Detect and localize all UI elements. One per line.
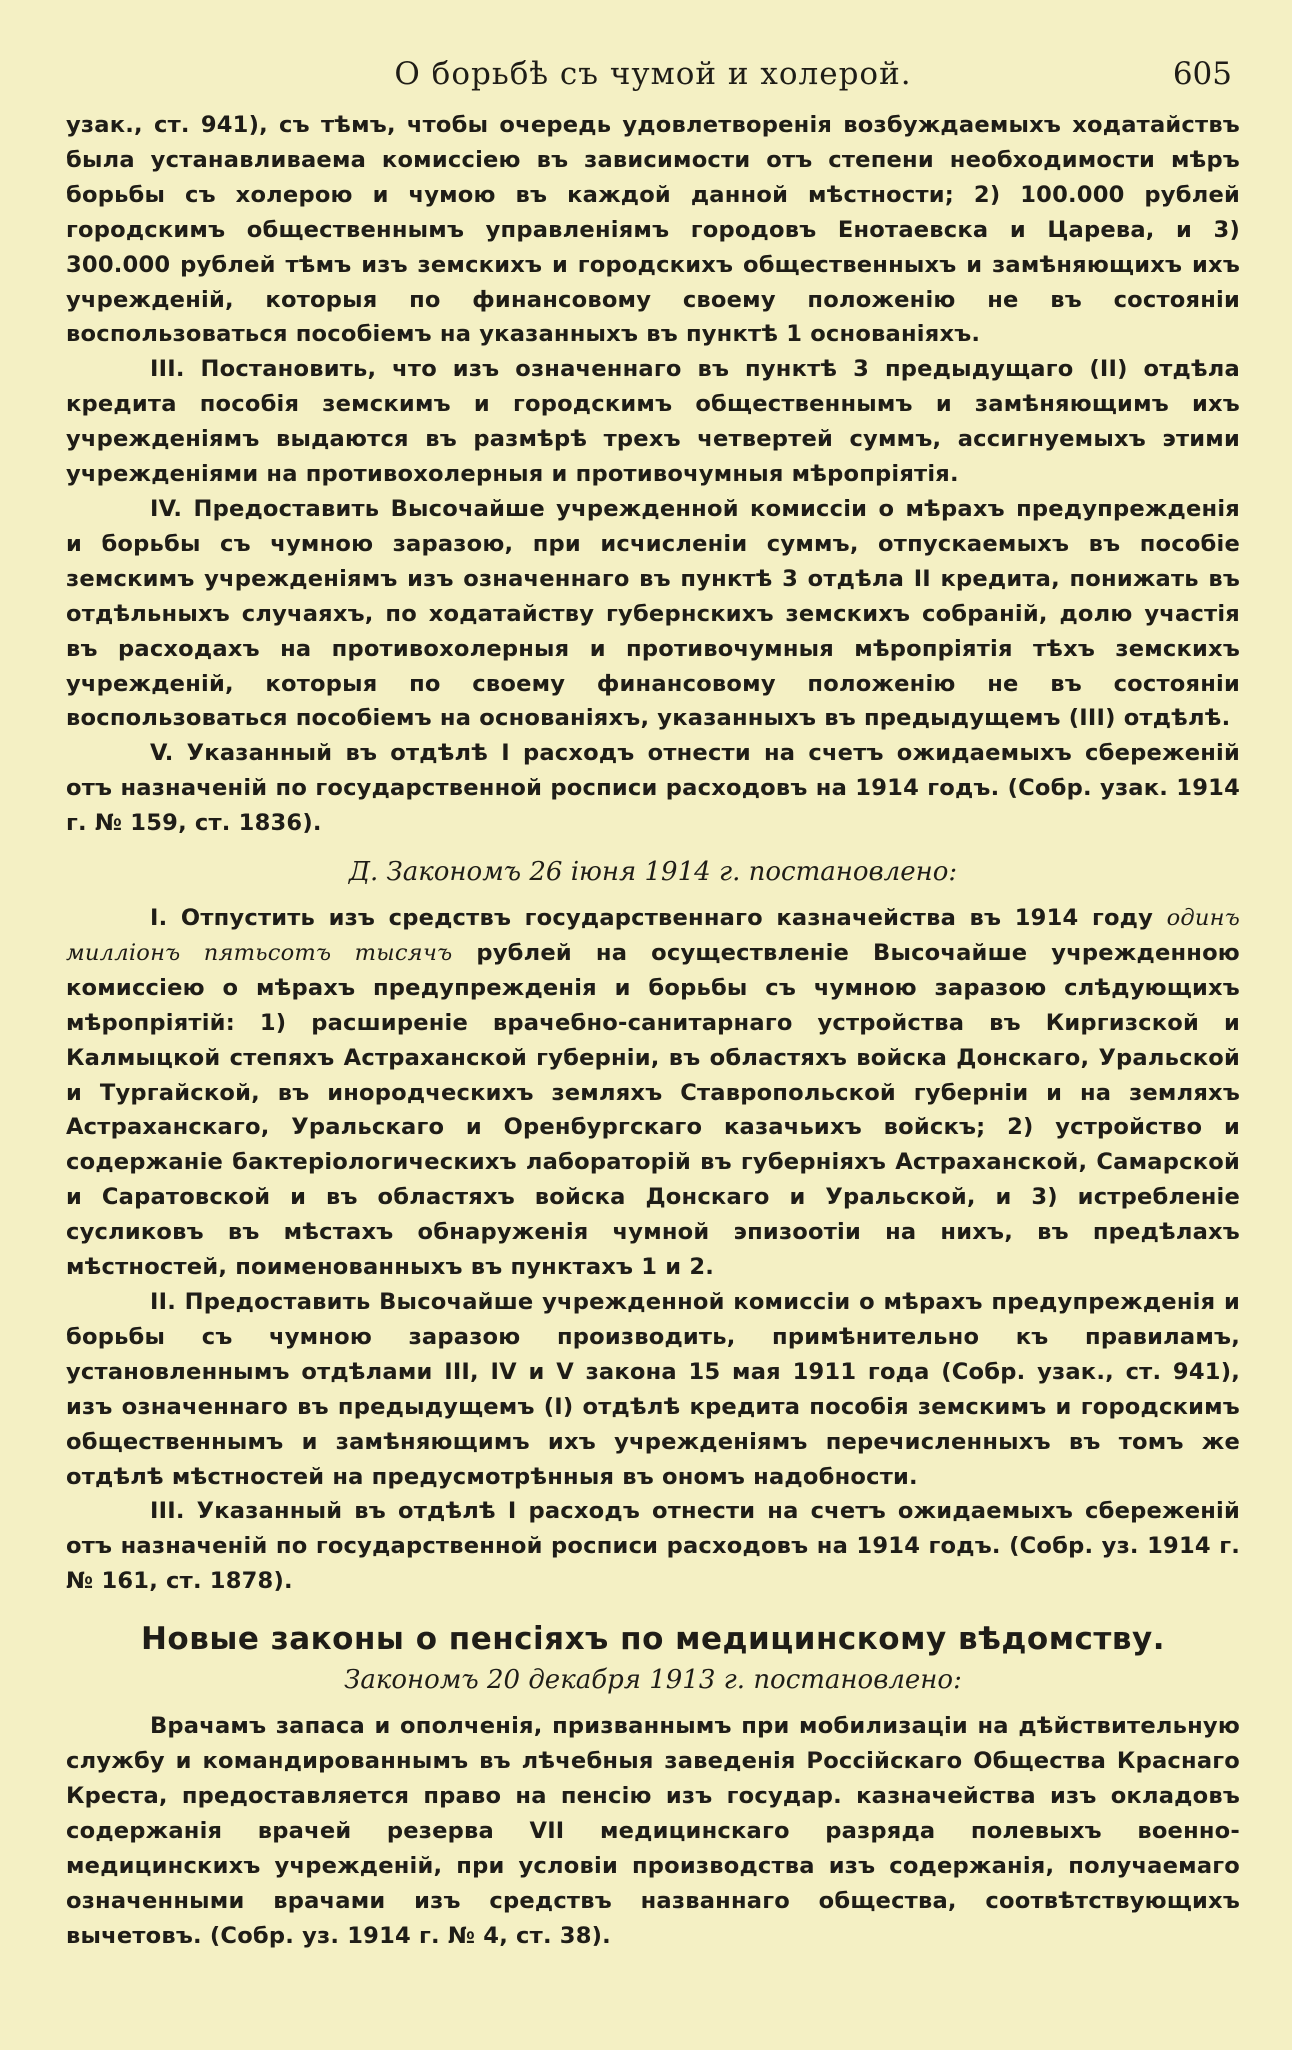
law-I-amount: одинъ миллiонъ пятьсотъ тысячъ: [66, 905, 1240, 966]
paragraph-continuation: узак., ст. 941), съ тѣмъ, чтобы очередь удовлетворенія возбуждаемыхъ ходатайствъ была устанавливаема комиссіею въ зависимости отъ степени необходимости мѣръ борьбы съ холерою и чумою въ каждой данной мѣстности; 2) 100.000 рублей городскимъ общественнымъ управленіямъ городовъ Енотаевска и Царева, и 3) 300.000 рублей тѣмъ изъ земскихъ и городскихъ общественныхъ и замѣняющихъ ихъ учрежденій, которыя по финансовому своему положенію не въ состояніи воспользоваться пособіемъ на указанныхъ въ пунктѣ 1 основаніяхъ.: [66, 112, 1240, 348]
paragraph-pensions: Врачамъ запаса и ополченія, призваннымъ при мобилизаціи на дѣйствительную службу и командированнымъ въ лѣчебныя заведенія Россійскаго Общества Краснаго Креста, предоставляется право на пенсію изъ государ. казначейства изъ окладовъ содержанія врачей резерва VII медицинскаго разряда полевыхъ военно-медицинскихъ учрежденій, при условіи производства изъ содержанія, получаемаго означенными врачами изъ средствъ названнаго общества, соотвѣтствующихъ вычетовъ. (Собр. уз. 1914 г. № 4, ст. 38).: [66, 1713, 1240, 1949]
paragraph-III: III. Постановить, что изъ означеннаго въ пунктѣ 3 предыдущаго (II) отдѣла кредита пособія земскимъ и городскимъ общественнымъ и замѣняющимъ ихъ учрежденіямъ выдаются въ размѣрѣ трехъ четвертей суммъ, ассигнуемыхъ этими учрежденіями на противохолерныя и противочумныя мѣропріятія.: [66, 356, 1240, 488]
paragraph-IV: IV. Предоставить Высочайше учрежденной комиссіи о мѣрахъ предупрежденія и борьбы съ чумною заразою, при исчисленіи суммъ, отпускаемыхъ въ пособіе земскимъ учрежденіямъ изъ означеннаго въ пунктѣ 3 отдѣла II кредита, понижать въ отдѣльныхъ случаяхъ, по ходатайству губернскихъ земскихъ собраній, долю участія въ расходахъ на противохолерныя и противочумныя мѣропріятія тѣхъ земскихъ учрежденій, которыя по своему финансовому положенію не въ состояніи воспользоваться пособіемъ на основаніяхъ, указанныхъ въ предыдущемъ (III) отдѣлѣ.: [66, 495, 1240, 732]
law-heading-december: Закономъ 20 декабря 1913 г. постановлено:: [344, 1665, 962, 1696]
page-number: 605: [1172, 56, 1232, 92]
paragraph-law-I: [66, 901, 1240, 1285]
law-I-rest: рублей на осуществленіе Высочайше учрежденною комиссіею о мѣрахъ предупрежденія и борьбы съ чумною заразою слѣдующихъ мѣропріятій: 1) расширеніе врачебно-санитарнаго устройства въ Киргизской и Калмыцкой степяхъ Астраханской губерніи, въ областяхъ войска Донскаго, Уральской и Тургайской, въ инородческихъ земляхъ Ставропольской губерніи и на земляхъ Астраханскаго, Уральскаго и Оренбургскаго казачьихъ войскъ; 2) устройство и содержаніе бактеріологическихъ лабораторій въ губерніяхъ Астраханской, Самарской и Саратовской и въ областяхъ войска Донскаго и Уральской, и 3) истребленіе сусликовъ въ мѣстахъ обнаруженія чумной эпизоотіи на нихъ, въ предѣлахъ мѣстностей, поименованныхъ въ пунктахъ 1 и 2.: [66, 939, 1240, 1281]
paragraph-law-III: III. Указанный въ отдѣлѣ I расходъ отнести на счетъ ожидаемыхъ сбереженій отъ назначеній по государственной росписи расходовъ на 1914 годъ. (Собр. уз. 1914 г. № 161, ст. 1878).: [66, 1498, 1240, 1595]
law-I-start: I. Отпустить изъ средствъ государственнаго казначейства въ 1914 году: [150, 905, 1167, 932]
law-heading-june: Д. Закономъ 26 іюня 1914 г. постановлено:: [348, 857, 958, 888]
paragraph-law-II: II. Предоставить Высочайше учрежденной комиссіи о мѣрахъ предупрежденія и борьбы съ чумною заразою производить, примѣнительно къ правиламъ, установленнымъ отдѣлами III, IV и V закона 15 мая 1911 года (Собр. узак., ст. 941), изъ означеннаго въ предыдущемъ (I) отдѣлѣ кредита пособія земскимъ и городскимъ общественнымъ и замѣняющимъ ихъ учрежденіямъ перечисленныхъ въ томъ же отдѣлѣ мѣстностей на предусмотрѣнныя въ ономъ надобности.: [66, 1289, 1240, 1490]
paragraph-V: V. Указанный въ отдѣлѣ I расходъ отнести на счетъ ожидаемыхъ сбереженій отъ назначеній по государственной росписи расходовъ на 1914 годъ. (Собр. узак. 1914 г. № 159, ст. 1836).: [66, 740, 1240, 837]
section-title-pensions: Новые законы о пенсіяхъ по медицинскому вѣдомству.: [140, 1621, 1165, 1658]
running-header: [66, 56, 1240, 108]
running-title: О борьбѣ съ чумой и холерой.: [394, 56, 912, 92]
